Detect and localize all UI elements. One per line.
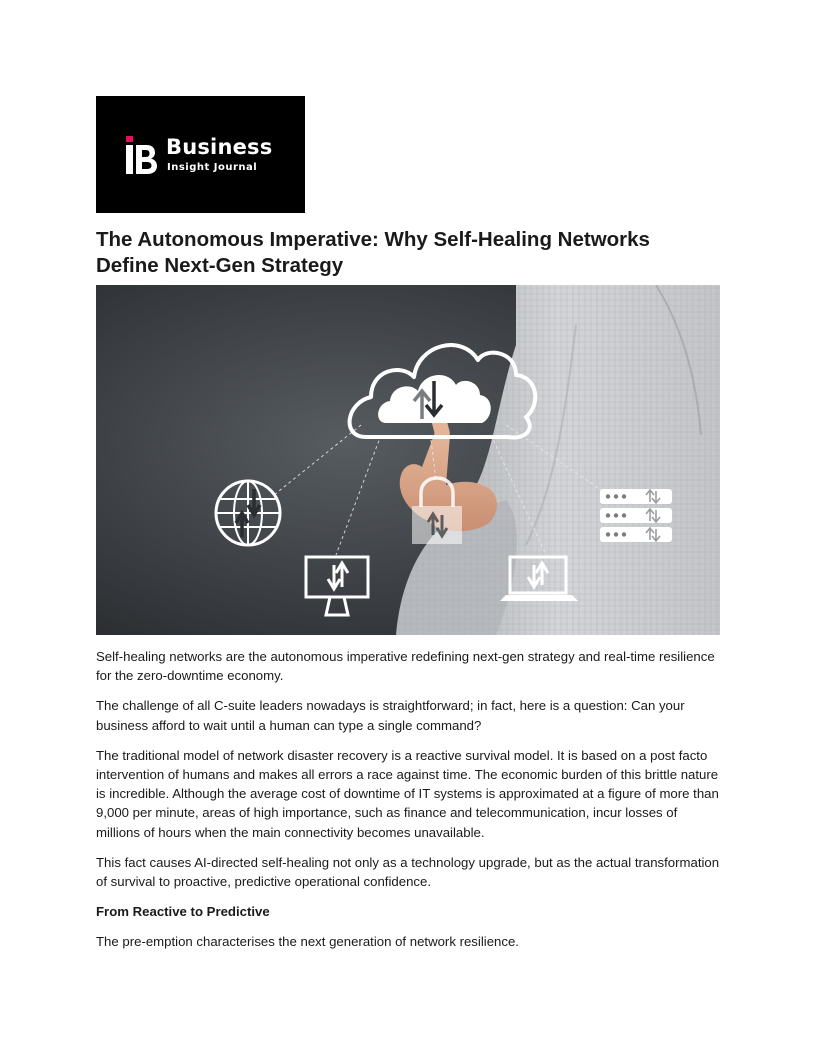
paragraph-2: The challenge of all C-suite leaders nowadays is straightforward; in fact, here is a question: Can your business afford to wait until a human can type a single command?: [96, 698, 685, 733]
business-insight-journal-logo: [96, 96, 305, 213]
logo-wordmark: Business: [166, 135, 273, 159]
hero-illustration: [96, 285, 720, 635]
article-body: [96, 647, 721, 963]
logo-tagline: Insight Journal: [167, 162, 258, 173]
paragraph-3: The traditional model of network disaster recovery is a reactive survival model. It is based on a post facto intervention of humans and makes all errors a race against time. The economic burden of this brittle nature is incredible. Although the average cost of downtime of IT systems is approximated at a figure of more than 9,000 per minute, areas of high importance, such as finance and telecommunication, incur losses of millions of hours when the main connectivity becomes unavailable.: [96, 747, 719, 840]
section-subheading: From Reactive to Predictive: [96, 904, 270, 920]
article-title: [96, 227, 736, 279]
hero-image: [96, 285, 720, 635]
article-title-line-1: The Autonomous Imperative: Why Self-Healing Networks: [96, 228, 650, 251]
article-title-line-2: Define Next-Gen Strategy: [96, 254, 344, 277]
server-icon: [600, 489, 672, 542]
globe-icon: [216, 481, 280, 545]
paragraph-4: This fact causes AI-directed self-healing not only as a technology upgrade, but as the actual transformation of survival to proactive, predictive operational confidence.: [96, 854, 720, 890]
paragraph-1: Self-healing networks are the autonomous imperative redefining next-gen strategy and real-time resilience for the zero-downtime economy.: [96, 649, 715, 684]
paragraph-5: The pre-emption characterises the next generation of network resilience.: [96, 934, 519, 950]
bij-logo-mark-icon: [126, 136, 158, 174]
